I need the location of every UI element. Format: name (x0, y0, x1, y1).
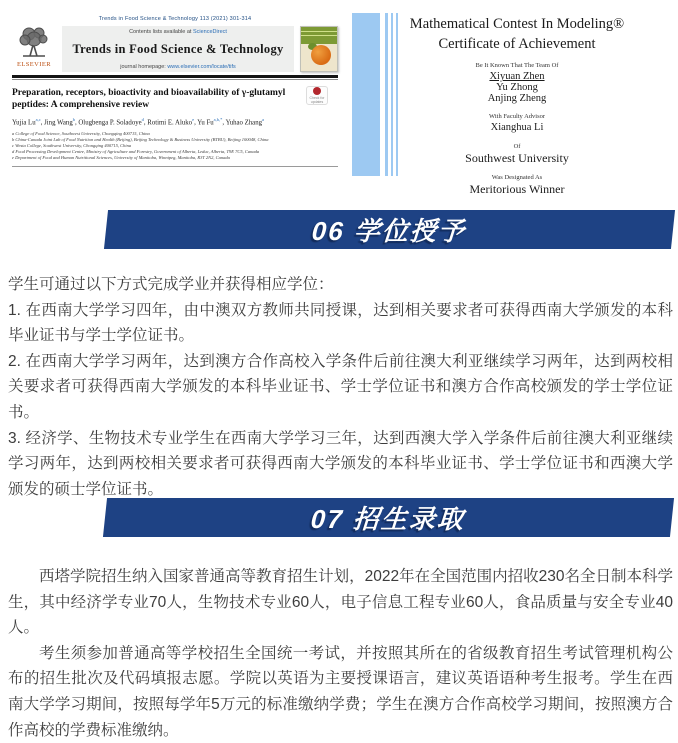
author-line: Yujia Lu$^{a,c}$, Jing Wang$^b$, Olugbenga P. Soladoye$^d$, Rotimi E. Aluko$^e$, Yu $Fu^{a,b,*}$, Yuhao Zhang$^a$ (12, 117, 264, 127)
contents-prefix: Contents lists available at (129, 29, 193, 35)
certificate-award: Meritorious Winner (469, 182, 565, 196)
check-for-updates-badge[interactable] (306, 86, 328, 105)
author-affiliation-sup: e (192, 117, 195, 122)
body-paragraph: 学生可通过以下方式完成学业并获得相应学位： (8, 276, 334, 293)
journal-header-row (12, 26, 338, 72)
certificate-university: Southwest University (465, 151, 569, 165)
section-banner-07 (103, 498, 674, 537)
journal-cover-thumbnail (300, 26, 338, 72)
cover-fruit-shape (311, 45, 331, 65)
sciencedirect-link[interactable]: ScienceDirect (192, 29, 227, 35)
section-banner-06 (104, 210, 675, 249)
team-member-name: Anjing Zheng (487, 93, 547, 104)
certificate-team-list (402, 71, 632, 104)
body-paragraph: 2. 在西南大学学习两年，达到澳方合作高校入学条件后前往澳大利亚继续学习两年，达到两校相关要求者可获得西南大学颁发的本科毕业证书、学士学位证书和澳方合作高校颁发的学士学位证书。 (8, 352, 673, 421)
author-affiliation-sup: a (262, 117, 264, 122)
team-member-name: Xiyuan Zhen (489, 71, 545, 82)
elsevier-wordmark: ELSEVIER (17, 61, 51, 68)
certificate-advisor-label: With Faculty Advisor (488, 113, 546, 120)
affiliation-line: d Food Processing Development Centre, Ministry of Agriculture and Forestry, Government of Alberta, Leduc, Alberta, T9E 7C5, Canada (12, 149, 260, 155)
article-title: Preparation, receptors, bioactivity and bioavailability of γ-glutamyl peptides: A comprehensive review (12, 88, 286, 110)
author-affiliation-sup: b (72, 117, 75, 122)
journal-article-image (12, 12, 338, 178)
contents-line (66, 29, 290, 35)
body-paragraph: 考生须参加普通高等学校招生全国统一考试，并按照其所在的省级教育招生考试管理机构公布的招生批次及代码填报志愿。学院以英语为主要授课语言，建议英语语种考生报考。学生在西南大学学习期间，按照每学年5万元的标准缴纳学费；学生在澳方合作高校学习期间，按照澳方合作高校的学费标准缴纳。 (8, 644, 673, 739)
certificate-known-line: Be It Known That The Team Of (475, 62, 559, 69)
footer-rule (12, 166, 338, 167)
affiliation-line: c Westa College, Southwest University, Chongqing 400715, China (12, 143, 132, 149)
elsevier-logo (12, 26, 56, 72)
certificate-side-bar (352, 13, 380, 176)
check-for-updates-label: Check for updates (309, 96, 325, 104)
certificate-subtitle: Certificate of Achievement (438, 36, 596, 52)
certificate-of-label: Of (513, 143, 521, 150)
section-07-heading: 07 招生录取 (310, 504, 467, 534)
homepage-prefix: journal homepage: (120, 64, 168, 70)
section-06-heading: 06 学位授予 (311, 216, 468, 246)
elsevier-tree-icon (16, 26, 52, 60)
mcm-certificate-image (350, 8, 672, 196)
journal-title: Trends in Food Science & Technology (72, 42, 284, 56)
certificate-side-stripe (391, 13, 393, 176)
crossmark-icon (313, 87, 321, 95)
article-title-block (12, 88, 338, 111)
affiliation-line: e Department of Food and Human Nutritional Sciences, University of Manitoba, Winnipeg, Manitoba, R3T 2N2, Canada (12, 155, 230, 161)
body-paragraph: 1. 在西南大学学习四年，由中澳双方教师共同授课，达到相关要求者可获得西南大学颁发的本科毕业证书与学士学位证书。 (8, 301, 673, 345)
affiliation-line: b China-Canada Joint Lab of Food Nutrition and Health (Beijing), Beijing Technology & Business University (BTBU), Beijing 100048, China (12, 137, 269, 143)
journal-citation: Trends in Food Science & Technology 113 (2021) 301-314 (98, 16, 252, 22)
author-affiliation-sup: a,b,* (213, 117, 223, 122)
certificate-designated-label: Was Designated As (491, 174, 543, 181)
author-affiliation-sup: a,c (35, 117, 41, 122)
cover-header-band (301, 27, 337, 44)
body-paragraph: 西塔学院招生纳入国家普通高等教育招生计划，2022年在全国范围内招收230名全日制本科学生，其中经济学专业70人，生物技术专业60人，电子信息工程专业60人，食品质量与安全专业40人。 (8, 568, 673, 637)
body-paragraph: 3. 经济学、生物技术专业学生在西南大学学习三年，达到西澳大学入学条件后前往澳大利亚继续学习两年，达到两校相关要求者可获得西南大学颁发的本科毕业证书、学士学位证书和西澳大学颁发的硕士学位证书。 (8, 429, 673, 498)
journal-header-box (62, 26, 294, 72)
journal-homepage-link[interactable]: www.elsevier.com/locate/tifs (167, 64, 236, 70)
certificate-title: Mathematical Contest In Modeling® (409, 16, 625, 32)
team-member-name: Yu Zhong (496, 82, 538, 93)
certificate-side-stripe (385, 13, 388, 176)
affiliation-line: a College of Food Science, Southwest University, Chongqing 400715, China (12, 131, 150, 137)
section-07-body (8, 564, 673, 743)
affiliation-list (12, 131, 338, 161)
certificate-body (402, 16, 632, 196)
header-double-rule (12, 75, 338, 80)
certificate-side-stripe (396, 13, 398, 176)
section-06-body (8, 272, 673, 502)
certificate-advisor-name: Xianghua Li (490, 122, 544, 133)
journal-homepage-line (66, 64, 290, 70)
author-affiliation-sup: d (141, 117, 144, 122)
